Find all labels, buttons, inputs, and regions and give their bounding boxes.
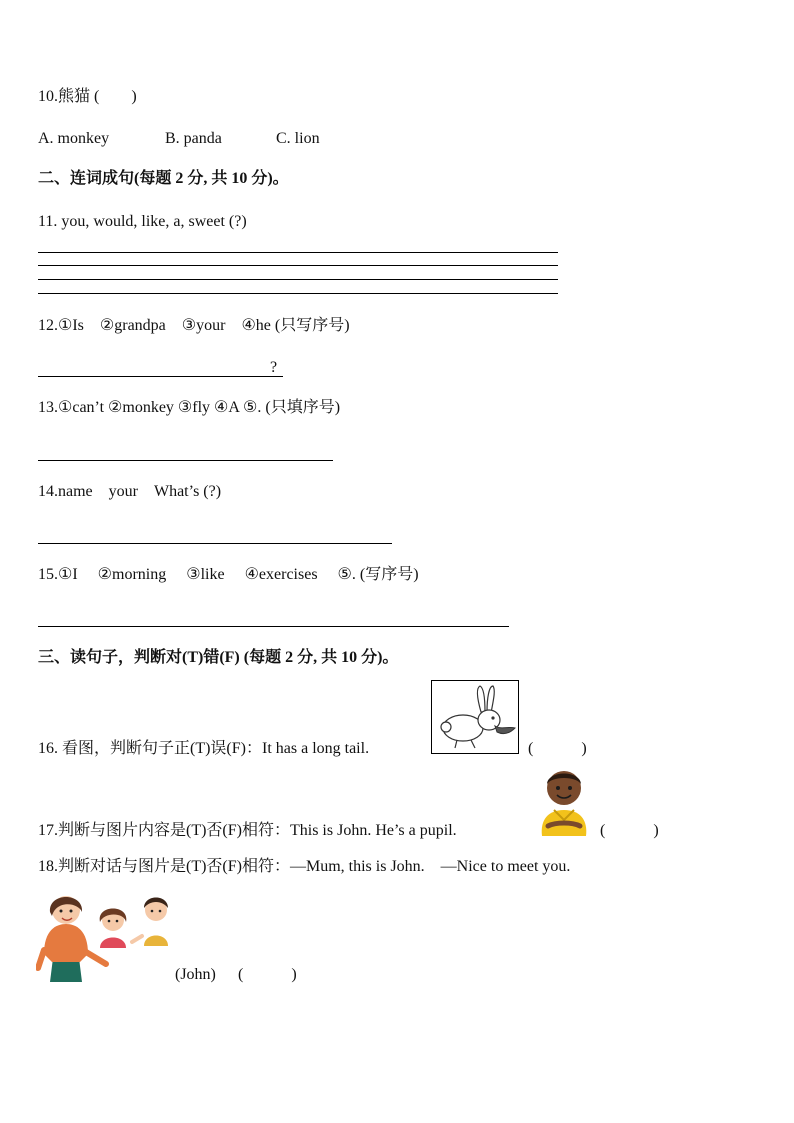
- q10-option-a: A. monkey: [38, 130, 110, 147]
- answer-line: [38, 279, 558, 280]
- q10-stem: 10.熊猫 ( ): [38, 88, 137, 105]
- answer-line: [38, 252, 558, 253]
- boy-picture-icon: [534, 764, 594, 836]
- q17-stem: 17.判断与图片内容是(T)否(F)相符：This is John. He’s a pupil.: [38, 822, 457, 839]
- section3-heading: 三、读句子，判断对(T)错(F) (每题 2 分, 共 10 分)。: [38, 649, 399, 666]
- q17-answer-blank[interactable]: ( ): [600, 822, 659, 839]
- q10-option-c: C. lion: [276, 130, 320, 147]
- family-picture-icon: [36, 890, 176, 982]
- q11-stem: 11. you, would, like, a, sweet (?): [38, 213, 247, 230]
- q10-option-b: B. panda: [165, 130, 222, 147]
- q12-question-mark: ?: [270, 359, 278, 376]
- answer-line: [38, 543, 392, 544]
- answer-line: [38, 293, 558, 294]
- q16-answer-blank[interactable]: ( ): [528, 740, 587, 757]
- answer-line: [38, 460, 333, 461]
- q13-stem: 13.①can’t ②monkey ③fly ④A ⑤. (只填序号): [38, 399, 341, 416]
- answer-line: [38, 376, 283, 377]
- answer-line: [38, 626, 509, 627]
- q18-stem: 18.判断对话与图片是(T)否(F)相符：—Mum, this is John. —Nice to meet you.: [38, 858, 571, 875]
- q14-stem: 14.name your What’s (?): [38, 483, 222, 500]
- q12-stem: 12.①Is ②grandpa ③your ④he (只写序号): [38, 317, 350, 334]
- q18-answer-blank[interactable]: ( ): [238, 966, 297, 983]
- q18-caption: (John): [175, 966, 216, 983]
- answer-line: [38, 265, 558, 266]
- q15-stem: 15.①I ②morning ③like ④exercises ⑤. (写序号): [38, 566, 419, 583]
- rabbit-picture-icon: [431, 680, 519, 754]
- section2-heading: 二、连词成句(每题 2 分, 共 10 分)。: [38, 170, 289, 187]
- q16-stem: 16. 看图，判断句子正(T)误(F)：It has a long tail.: [38, 740, 370, 757]
